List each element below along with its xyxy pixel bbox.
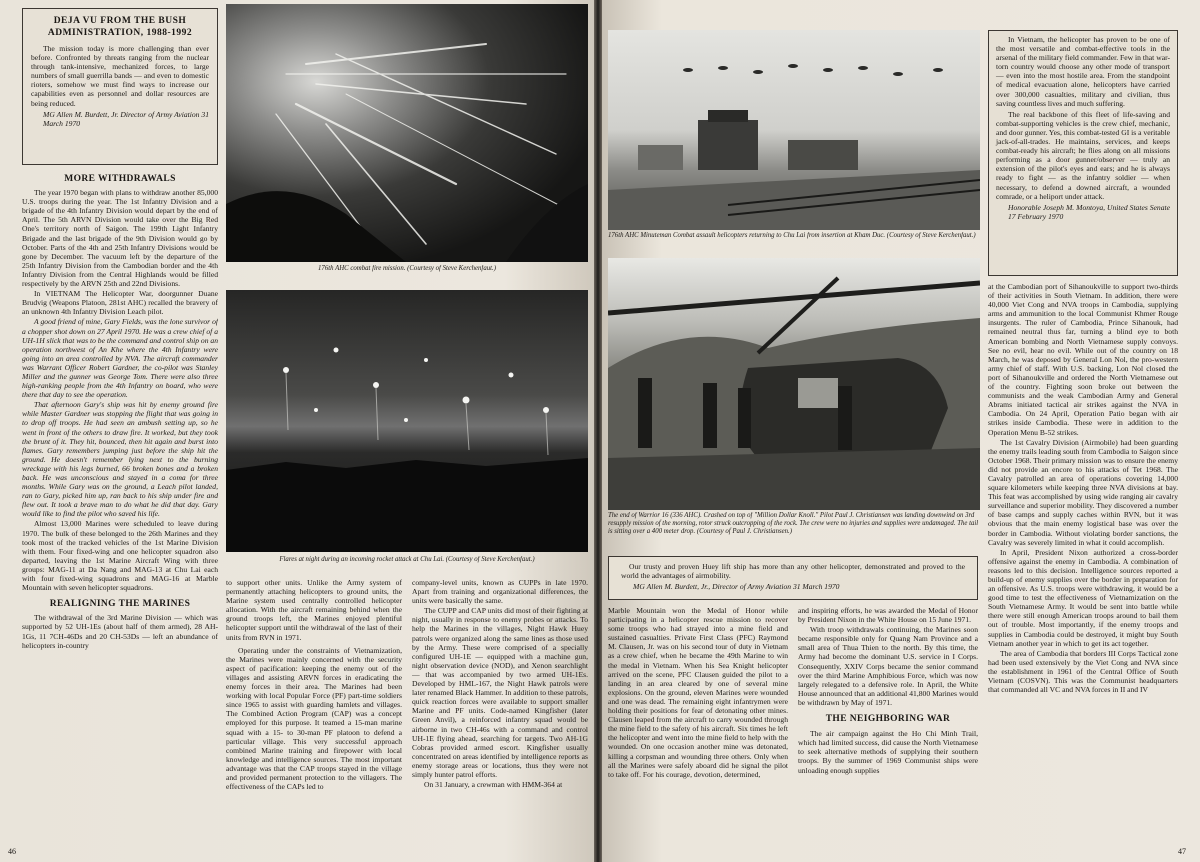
photo-crashed-helicopter (608, 258, 980, 510)
caption-photo-4: The end of Warrior 16 (336 AHC). Crashed on top of "Million Dollar Knoll." Pilot Paul J. Christiansen was landing downwind on 3rd resupply mission of the morning, rotor struck outcropping of the rock. The crew were no injuries and supplies were undamaged. The tail is sitting over a 400 meter drop. (Courtesy of Paul J. Christiansen.) (608, 512, 979, 536)
book-gutter (594, 0, 602, 862)
page-number-left: 46 (8, 847, 16, 856)
quoted-paragraph: A good friend of mine, Gary Fields, was the lone survivor of a chopper shot down on 27 April 1970. He was a crew chief of a UH-1H slick that was to be the command and control ship on an operation northwest of An Khe where the 4th Infantry were going into an area controlled by NVA. The aircraft commander was Warrant Officer Robert Gardner, the co-pilot was Stanley Miller and the gunner was George Tom. There were also three high-ranking people from the 4th Infantry on board, who were there that day to see the operation. (22, 317, 218, 400)
helicopter-graphic (608, 258, 980, 510)
caption-photo-1: 176th AHC combat fire mission. (Courtesy of Steve Kerchenfaut.) (318, 265, 496, 272)
paragraph: and inspiring efforts, he was awarded the Medal of Honor by President Nixon in the White House on 15 June 1971. (798, 606, 978, 625)
paragraph: Operating under the constraints of Vietnamization, the Marines were mainly concerned with the security aspect of pacification: keeping the enemy out of the villages and assisting ARVN forces in eradicating the enemy forces in their area. The Marines had been working with local Popular Force (PF) part-time soldiers since 1965 to assist with guarding hamlets and villages. The Combined Action Program (CAP) was a concept employed for this purpose. It teamed a 15-man marine squad with a 15- to 30-man PF platoon to defend a particular village. This very successful approach combined Marine training and firepower with local knowledge and intelligence sources. The most important advantage was that the CAP troops stayed in the village and provided permanent protection to the villagers. The effectiveness of the CAPs led to (226, 645, 402, 792)
paragraph: The air campaign against the Ho Chi Minh Trail, which had limited success, did cause the North Vietnamese to seek alternative methods of supplying their southern troops. By the summer of 1969 Communist ships were unloading enough supplies (798, 729, 978, 775)
left-column-3 (412, 578, 588, 858)
paragraph: The withdrawal of the 3rd Marine Division — which was supported by 52 UH-1Es (about half of them armed), 28 AH-1Gs, 11 7CH-46Ds and 20 CH-53Ds — left an abundance of helicopters in-country (22, 613, 218, 650)
sidebar-paragraph: In Vietnam, the helicopter has proven to be one of the most versatile and combat-effective tools in the arsenal of the military field commander. Few in that war-torn country would choose any other mode of transport — even into the most hostile area. From the standpoint of medical evacuation alone, helicopters have carried over 300,000 casualties, military and civilian, thus saving countless lives and much suffering. (996, 35, 1170, 108)
paragraph: The area of Cambodia that borders III Corps Tactical zone had been used extensively by the Viet Cong and NVA since the establishment in 1961 of the Central Office of South Vietnam (COSVN). This was the Communist headquarters that commanded all VC and NVA forces in II and IV (988, 648, 1178, 695)
heading-neighboring-war: THE NEIGHBORING WAR (825, 714, 951, 725)
base-scene-graphic (608, 30, 980, 230)
sidebar-paragraph: The real backbone of this fleet of life-saving and combat-supporting vehicles is the crew chief, mechanic, and door gunner. Yes, this combat-tested GI is a veritable jack-of-all-trades. He maintains, services, and keeps combat-ready his aircraft; he flies along on all missions performing as a door gunner/observer — truly an extension of the pilot's eyes and ears; and he is always ready to fight — as the infantry soldier — when necessary, to defend a downed aircraft, a wounded comrade, or a heliport under attack. (996, 109, 1170, 201)
sidebar-title (31, 15, 209, 39)
paragraph: company-level units, known as CUPPs in late 1970. Apart from training and organizational differences, the units were basically the same. (412, 578, 588, 606)
flares-graphic (226, 290, 588, 552)
right-column-3 (988, 282, 1178, 842)
sidebar-title-line1: DEJA VU FROM THE BUSH (53, 16, 187, 26)
sidebar-attribution: Honorable Joseph M. Montoya, United States Senate 17 February 1970 (1008, 202, 1170, 221)
right-column-1 (608, 606, 788, 858)
sidebar-title-line2: ADMINISTRATION, 1988-1992 (47, 28, 193, 38)
left-column-2 (226, 578, 402, 858)
paragraph: at the Cambodian port of Sihanoukville to support two-thirds of their activities in South Vietnam. In addition, there were 40,000 Viet Cong and NVA troops in Cambodia, supplying arms and ammunition to the local Communist Khmer Rouge insurgents. The ruler of Cambodia, Prince Sihanouk, had remained neutral thus far, turning a blind eye to both American bombing and North Vietnamese supply convoys. See no evil, hear no evil. While out of the country on 18 March, he was deposed by General Lon Nol, the pro-western army chief of staff. With U.S. backing, Lon Nol closed the port of Sihanoukville and ordered the North Vietnamese out of the country. Fighting soon broke out between the communists and the weak Cambodian Army and General Abrams initiated tactical air strikes against the NVA in Cambodia. On 24 April, Operation Patio began with air strikes inside Cambodia. These were in addition to the Operation Menu B-52 strikes. (988, 282, 1178, 437)
photo-flares-at-night (226, 290, 588, 552)
paragraph: Almost 13,000 Marines were scheduled to leave during 1970. The bulk of these belonged to the 26th Marines and they took most of the tracked vehicles of the 1st Marine Division with them. Four fixed-wing and one helicopter squadron also departed, leaving the 1st Marine Aircraft Wing with three groups: MAG-11 at Da Nang and MAG-13 at Chu Lai each with four fixed-wing squadrons and MAG-16 at Marble Mountain with seven helicopter squadrons. (22, 519, 218, 593)
page-number-right: 47 (1178, 847, 1186, 856)
paragraph: In April, President Nixon authorized a cross-border offensive against the enemy in Cambodia. A combination of reasons led to this decision. Intelligence sources reported a build-up of enemy supplies over the border in preparation for an offensive. As U.S. troops were withdrawing, it would be a good time to test the effectiveness of Vietnamization on the South Vietnamese Army. It would be sent into battle while there were still enough American troops around to bail them out of trouble. Most importantly, if the enemy troops and supplies in Cambodia could be destroyed, it might buy South Vietnam another year in which to get its act together. (988, 547, 1178, 648)
paragraph: Marble Mountain won the Medal of Honor while participating in a helicopter rescue mission to recover some troops who had strayed into a mine field and sustained casualties. Private First Class (PFC) Raymond M. Clausen, Jr. was on his second tour of duty in Vietnam as a crew chief, when he became the 49th Marine to win the medal in Vietnam. When his Sea Knight helicopter arrived on the scene, PFC Clausen guided the pilot to a landing in an area cleared by one of several mine explosions. On the ground, eleven Marines were wounded and one was dead. The remaining eight infantrymen were holding their positions for fear of detonating other mines. Clausen leaped from the aircraft to carry wounded through the mine field to the safety of his aircraft. Six times he left the helicopter and went into the mine field to help with the wounded. On one occasion another mine was detonated, killing a corpsman and wounding three others. Only when all the Marines were safely aboard did he signal the pilot to take off. For his courage, devotion, determined, (608, 606, 788, 779)
quote-box-airmobility (608, 556, 978, 600)
photo-helicopters-returning (608, 30, 980, 230)
sidebar-attribution: MG Allen M. Burdett, Jr. Director of Army Aviation 31 March 1970 (43, 109, 209, 128)
right-column-2 (798, 606, 978, 858)
paragraph: On 31 January, a crewman with HMM-364 at (424, 780, 563, 790)
paragraph: With troop withdrawals continuing, the Marines soon became responsible only for Quang Nam Province and a small area of Thua Thien to the north. By this time, the Army had become the dominant U.S. service in I Corps. Consequently, XXIV Corps became the senior command over the third Marine Amphibious Force, which was now largely relegated to a defensive role. In April, the White House announced that an additional 41,800 Marines would be withdrawn by May of 1971. (798, 625, 978, 707)
paragraph: The year 1970 began with plans to withdraw another 85,000 U.S. troops during the year. The 1st Infantry Division and a brigade of the 4th Infantry Division would depart by the end of April. The 5th ARVN Division would take over the Big Red One's territory north of Saigon. The 199th Light Infantry Brigade and the last brigade of the 9th Division would go by October. Parts of the 4th and 25th Infantry Divisions would be gone by December. The vacuum left by the departure of the 25th Infantry Division from the Cambodian border and the 4th Infantry Division from the Central Highlands would be filled respectively by the ARVN 25th and 22nd Divisions. (22, 188, 218, 289)
sidebar-box-montoya (988, 30, 1178, 276)
paragraph: The 1st Cavalry Division (Airmobile) had been guarding the enemy trails leading south from Cambodia to Saigon since October 1968. Their primary mission was to ensure the enemy did not provide an encore to his attacks of Tet 1968. The Cavalry patrolled an area of operations covering 14,000 square kilometers while keeping three NVA divisions at bay. This feat was accomplished by using wide ranging air cavalry surveillance and superior mobility. They discovered a number of base camps and supply caches within RVN, but it was obvious that the main enemy logistical base was over the border in Cambodia. Without violating border sanctions, the Cavalry was severely limited in what it could accomplish. (988, 437, 1178, 547)
photo-combat-fire-mission (226, 4, 588, 262)
tracer-fire-graphic (226, 4, 588, 262)
heading-more-withdrawals: MORE WITHDRAWALS (64, 174, 176, 184)
paragraph: The CUPP and CAP units did most of their fighting at night, usually in response to enemy probes or attacks. To help the Marines in the villages, Night Hawk Huey patrols were organized along the same lines as those used by the Army. These were comprised of a specially configured UH-1E — equipped with a machine gun, night observation device (NOD), and Xenon searchlight — that was accompanied by two armed UH-1Es. Developed by HML-167, the Night Hawk patrols were later renamed Black Hammer. In addition to these patrols, quick reaction forces were available to support smaller Marine and PF units. Code-named Kingfisher (later Green Anvil), a reinforced infantry squad would be airborne in two CH-46s with a command and control UH-1E flying ahead, searching for targets. Two AH-1G Cobras provided armed escort. Kingfisher usually concentrated on areas identified by intelligence reports as enemy storage areas or locations, thus they were not simply hunter patrol efforts. (412, 606, 588, 779)
quoted-paragraph: That afternoon Gary's ship was hit by enemy ground fire while Master Gardner was stopping the flight that was going in to drop off troops. He had seen an ambush setting up, so he went in front of the others to draw fire. It worked, but they took the brunt of it. They hit, bounced, then hit again and burst into flames. Gary remembers jumping just before the ship hit the ground. He doesn't remember lying next to the burning wreckage with his legs burned, 66 broken bones and a broken back. He was unconscious and stayed in a coma for three months. While Gary was on the ground, a Leach pilot landed, ran to Gary, picked him up, ran back to his ship under fire and flew out. It took a brave man to do what he did that day. Gary would like to find the pilot who saved his life. (22, 400, 218, 519)
caption-photo-2: Flares at night during an incoming rocket attack at Chu Lai. (Courtesy of Steve Kerchenfaut.) (279, 556, 535, 563)
heading-realigning-marines: REALIGNING THE MARINES (49, 599, 191, 610)
paragraph: In VIETNAM The Helicopter War, doorgunner Duane Brudvig (Weapons Platoon, 281st AHC) recalled the bravery of an unknown 4th Infantry Division Leach pilot. (22, 289, 218, 317)
sidebar-box-deja-vu (22, 8, 218, 165)
left-column-1 (22, 170, 218, 860)
paragraph: to support other units. Unlike the Army system of permanently attaching helicopters to ground units, the Marine system used centrally controlled helicopter allocation. With the aircraft remaining behind when the ground troops left, the Marines enjoyed plentiful helicopter support until the withdrawal of the last of their units from RVN in 1971. (226, 578, 402, 642)
sidebar-body: The mission today is more challenging than ever before. Confronted by threats ranging from the nuclear through tank-intensive, mechanized forces, to large numbers of small guerrilla bands — and even to domestic rioters, somehow we must find ways to increase our capabilities even as personnel and dollar resources are being reduced. (31, 44, 209, 108)
quote-attribution: MG Allen M. Burdett, Jr., Director of Army Aviation 31 March 1970 (633, 582, 840, 592)
quote-body: Our trusty and proven Huey lift ship has more than any other helicopter, demonstrated and proved to the world the advantages of airmobility. (621, 562, 965, 581)
caption-photo-3: 176th AHC Minuteman Combat assault helicopters returning to Chu Lai from insertion at Kham Duc. (Courtesy of Steve Kerchenfaut.) (608, 232, 976, 239)
right-page (602, 0, 1200, 862)
left-page (0, 0, 594, 862)
